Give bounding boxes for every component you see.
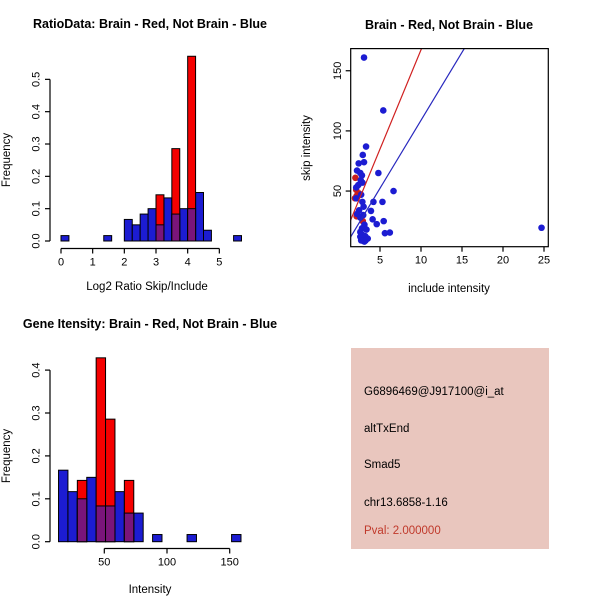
- x-tick-label: 25: [537, 254, 551, 267]
- chart-title: RatioData: Brain - Red, Not Brain - Blue: [32, 17, 268, 31]
- x-axis-title: Log2 Ratio Skip/Include: [86, 281, 208, 293]
- hist-bar-notbrain: [196, 193, 204, 241]
- scatter-point-blue: [379, 199, 386, 206]
- scatter-point-blue: [353, 184, 360, 191]
- scatter-point-blue: [380, 218, 387, 225]
- y-axis-title: Frequency: [1, 132, 13, 188]
- y-tick-label: 0.0: [30, 233, 43, 249]
- x-tick-label: 4: [184, 256, 191, 269]
- hist-bar-notbrain: [234, 236, 242, 241]
- chart-title: Gene Itensity: Brain - Red, Not Brain - Blue: [22, 317, 278, 331]
- x-tick-label: 5: [376, 254, 384, 267]
- scatter-point-blue: [363, 226, 370, 233]
- info-panel: [300, 300, 600, 600]
- y-axis-title: skip intensity: [301, 115, 313, 181]
- hist-bar-overlap: [172, 214, 180, 241]
- gene-name-text: Smad5: [364, 459, 401, 471]
- hist-bar-notbrain: [148, 209, 156, 241]
- y-axis-title: Frequency: [1, 428, 13, 484]
- y-tick-label: 150: [332, 61, 344, 80]
- x-tick-label: 150: [220, 556, 239, 569]
- y-tick-label: 50: [332, 184, 344, 198]
- y-tick-label: 0.1: [30, 491, 43, 507]
- scatter-point-blue: [380, 107, 387, 114]
- hist-bar-notbrain: [104, 236, 112, 241]
- y-tick-label: 0.3: [30, 136, 43, 152]
- chart-title: Brain - Red, Not Brain - Blue: [364, 18, 534, 32]
- scatter-point-blue: [355, 160, 362, 167]
- x-tick-label: 20: [496, 254, 510, 267]
- event-type-text: altTxEnd: [364, 423, 410, 435]
- hist-bar-overlap: [188, 209, 196, 241]
- hist-bar-overlap: [77, 499, 86, 542]
- x-tick-label: 3: [152, 256, 160, 269]
- probe-id-text: G6896469@J917100@i_at: [364, 386, 504, 398]
- y-tick-label: 0.0: [30, 534, 43, 550]
- scatter-point-blue: [375, 170, 382, 177]
- hist-bar-notbrain: [164, 198, 172, 241]
- scatter-point-blue: [538, 224, 545, 231]
- x-tick-label: 2: [121, 256, 128, 269]
- hist-bar-notbrain: [115, 492, 124, 542]
- scatter-point-blue: [373, 221, 380, 228]
- y-tick-label: 0.4: [30, 362, 43, 378]
- x-tick-label: 0: [57, 256, 65, 269]
- scatter-point-blue: [361, 238, 368, 245]
- hist-bar-overlap: [96, 506, 105, 542]
- x-axis-title: Intensity: [128, 584, 172, 596]
- hist-bar-notbrain: [132, 225, 140, 241]
- x-tick-label: 10: [414, 254, 428, 267]
- ratio-histogram-panel: [0, 0, 300, 300]
- hist-bar-notbrain: [180, 209, 188, 241]
- location-text: chr13.6858-1.16: [364, 497, 448, 509]
- x-tick-label: 15: [455, 254, 469, 267]
- hist-bar-notbrain: [232, 535, 241, 542]
- x-tick-label: 5: [216, 256, 223, 269]
- y-tick-label: 0.4: [30, 104, 43, 120]
- info-box: [351, 348, 549, 549]
- y-tick-label: 0.2: [30, 168, 43, 184]
- hist-bar-notbrain: [140, 214, 148, 241]
- pval-text: Pval: 2.000000: [364, 525, 441, 537]
- scatter-point-blue: [363, 143, 370, 150]
- hist-bar-notbrain: [61, 236, 69, 241]
- x-axis-title: include intensity: [408, 283, 490, 295]
- x-tick-label: 100: [157, 556, 177, 569]
- x-tick-label: 50: [98, 556, 111, 569]
- hist-bar-notbrain: [204, 230, 212, 241]
- hist-bar-notbrain: [68, 492, 77, 542]
- hist-bar-notbrain: [187, 535, 196, 542]
- y-tick-label: 0.5: [30, 71, 43, 87]
- hist-bar-overlap: [124, 513, 133, 542]
- y-tick-label: 100: [332, 121, 344, 141]
- hist-bar-overlap: [106, 506, 115, 542]
- intensity-scatter-panel: [300, 0, 600, 300]
- scatter-point-blue: [382, 230, 389, 237]
- scatter-point-blue: [359, 152, 366, 159]
- scatter-point-blue: [368, 208, 375, 215]
- scatter-point-blue: [361, 54, 368, 61]
- gene-intensity-histogram-panel: [0, 300, 300, 600]
- y-tick-label: 0.2: [30, 448, 43, 464]
- hist-bar-notbrain: [59, 470, 68, 542]
- hist-bar-notbrain: [134, 513, 143, 542]
- y-tick-label: 0.3: [30, 405, 43, 421]
- hist-bar-notbrain: [87, 477, 96, 541]
- hist-bar-notbrain: [124, 219, 132, 241]
- scatter-point-blue: [390, 188, 397, 195]
- x-tick-label: 1: [89, 256, 96, 269]
- y-tick-label: 0.1: [30, 201, 43, 217]
- hist-bar-notbrain: [153, 535, 162, 542]
- hist-bar-overlap: [156, 225, 164, 241]
